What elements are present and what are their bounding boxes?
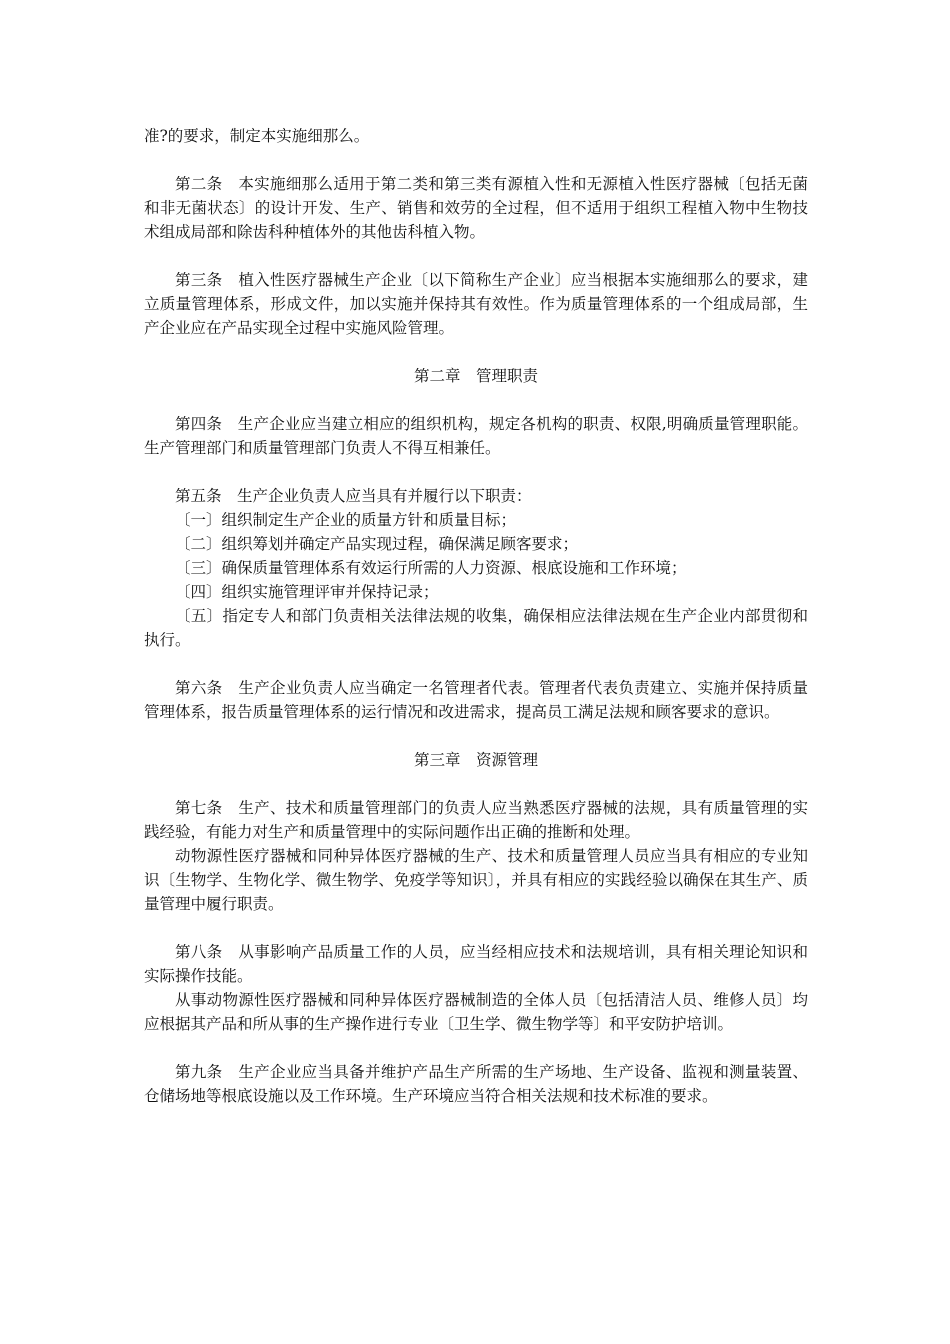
chapter-heading-2: 第二章 管理职责 bbox=[413, 367, 538, 385]
spacer bbox=[144, 148, 808, 172]
spacer bbox=[144, 244, 808, 268]
spacer bbox=[144, 388, 808, 412]
article-7: 第七条 生产、技术和质量管理部门的负责人应当熟悉医疗器械的法规，具有质量管理的实践经验，有能力对生产和质量管理中的实际问题作出正确的推断和处理。 bbox=[144, 799, 808, 841]
article-5: 第五条 生产企业负责人应当具有并履行以下职责： bbox=[175, 487, 532, 505]
paragraph: 从事动物源性医疗器械和同种异体医疗器械制造的全体人员〔包括清洁人员、维修人员〕均应根据其产品和所从事的生产操作进行专业〔卫生学、微生物学等〕和平安防护培训。 bbox=[144, 991, 808, 1033]
paragraph: 准?的要求，制定本实施细那么。 bbox=[144, 127, 370, 145]
article-2: 第二条 本实施细那么适用于第二类和第三类有源植入性和无源植入性医疗器械〔包括无菌和非无菌状态〕的设计开发、生产、销售和效劳的全过程，但不适用于组织工程植入物中生物技术组成局部和除齿科种植体外的其他齿科植入物。 bbox=[144, 175, 808, 241]
spacer bbox=[144, 652, 808, 676]
list-item: 〔五〕指定专人和部门负责相关法律法规的收集，确保相应法律法规在生产企业内部贯彻和执行。 bbox=[144, 607, 808, 649]
chapter-heading-3: 第三章 资源管理 bbox=[413, 751, 538, 769]
article-3: 第三条 植入性医疗器械生产企业〔以下简称生产企业〕应当根据本实施细那么的要求，建立质量管理体系，形成文件，加以实施并保持其有效性。作为质量管理体系的一个组成局部，生产企业应在产品实现全过程中实施风险管理。 bbox=[144, 271, 808, 337]
list-item: 〔三〕确保质量管理体系有效运行所需的人力资源、根底设施和工作环境； bbox=[175, 559, 687, 577]
article-6: 第六条 生产企业负责人应当确定一名管理者代表。管理者代表负责建立、实施并保持质量管理体系，报告质量管理体系的运行情况和改进需求，提高员工满足法规和顾客要求的意识。 bbox=[144, 679, 808, 721]
paragraph: 动物源性医疗器械和同种异体医疗器械的生产、技术和质量管理人员应当具有相应的专业知识〔生物学、生物化学、微生物学、免疫学等知识〕，并具有相应的实践经验以确保在其生产、质量管理中履行职责。 bbox=[144, 847, 808, 913]
article-4: 第四条 生产企业应当建立相应的组织机构，规定各机构的职责、权限,明确质量管理职能。生产管理部门和质量管理部门负责人不得互相兼任。 bbox=[144, 415, 808, 457]
spacer bbox=[144, 1036, 808, 1060]
list-item: 〔二〕组织筹划并确定产品实现过程，确保满足顾客要求； bbox=[175, 535, 579, 553]
spacer bbox=[144, 460, 808, 484]
spacer bbox=[144, 916, 808, 940]
document-body bbox=[144, 124, 808, 1108]
article-9: 第九条 生产企业应当具备并维护产品生产所需的生产场地、生产设备、监视和测量装置、仓储场地等根底设施以及工作环境。生产环境应当符合相关法规和技术标准的要求。 bbox=[144, 1063, 808, 1105]
article-8: 第八条 从事影响产品质量工作的人员，应当经相应技术和法规培训，具有相关理论知识和实际操作技能。 bbox=[144, 943, 808, 985]
list-item: 〔一〕组织制定生产企业的质量方针和质量目标； bbox=[175, 511, 517, 529]
spacer bbox=[144, 340, 808, 364]
list-item: 〔四〕组织实施管理评审并保持记录； bbox=[175, 583, 439, 601]
spacer bbox=[144, 724, 808, 748]
spacer bbox=[144, 772, 808, 796]
